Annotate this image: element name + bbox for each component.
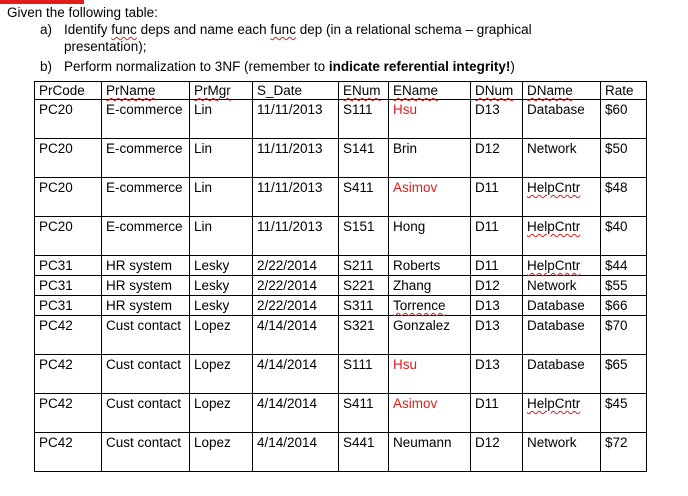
table-cell: Hsu [389, 355, 471, 394]
column-header: DName [523, 82, 601, 100]
intro-text: Given the following table: [7, 5, 158, 20]
task-b-part: Perform normalization to 3NF (remember to [64, 59, 329, 74]
table-cell: $48 [601, 178, 647, 217]
table-cell: $72 [601, 433, 647, 472]
data-table [34, 81, 647, 472]
table-cell: Lopez [190, 355, 253, 394]
table-cell: S211 [339, 256, 389, 276]
table-cell: D13 [471, 355, 523, 394]
table-cell: HR system [102, 256, 190, 276]
table-cell: D13 [471, 296, 523, 316]
table-cell: Roberts [389, 256, 471, 276]
table-row [35, 100, 647, 139]
table-cell: D11 [471, 394, 523, 433]
table-cell: D11 [471, 256, 523, 276]
table-row [35, 316, 647, 355]
table-cell: Gonzalez [389, 316, 471, 355]
table-cell: Database [523, 296, 601, 316]
table-cell: PC31 [35, 296, 102, 316]
table-cell: 4/14/2014 [253, 316, 339, 355]
table-row [35, 256, 647, 276]
task-a-part: Identify [64, 22, 112, 37]
table-cell: PC31 [35, 276, 102, 296]
table-cell: S411 [339, 178, 389, 217]
table-row [35, 296, 647, 316]
task-a-func-word: func [111, 22, 137, 37]
table-cell: Lopez [190, 394, 253, 433]
table-cell: Database [523, 355, 601, 394]
table-cell: Lin [190, 100, 253, 139]
table-cell: 11/11/2013 [253, 100, 339, 139]
table-cell: D12 [471, 139, 523, 178]
table-cell: 2/22/2014 [253, 276, 339, 296]
column-header: Rate [601, 82, 647, 100]
table-cell: Lesky [190, 276, 253, 296]
table-cell: D12 [471, 276, 523, 296]
table-cell: S111 [339, 100, 389, 139]
table-cell: Database [523, 316, 601, 355]
table-cell: S321 [339, 316, 389, 355]
table-cell: Network [523, 276, 601, 296]
table-cell: E-commerce [102, 139, 190, 178]
table-cell: $60 [601, 100, 647, 139]
table-cell: S141 [339, 139, 389, 178]
task-b-label: b) [40, 59, 53, 74]
table-cell: 11/11/2013 [253, 217, 339, 256]
column-header: PrCode [35, 82, 102, 100]
table-cell: Cust contact [102, 433, 190, 472]
table-cell: PC42 [35, 394, 102, 433]
table-row [35, 178, 647, 217]
table-cell: Hsu [389, 100, 471, 139]
table-cell: 11/11/2013 [253, 139, 339, 178]
table-cell: PC42 [35, 433, 102, 472]
table-cell: S311 [339, 296, 389, 316]
task-b-part: ) [510, 59, 515, 74]
table-cell: S111 [339, 355, 389, 394]
table-cell: PC42 [35, 355, 102, 394]
table-cell: Database [523, 100, 601, 139]
task-b-text [64, 58, 604, 75]
table-cell: S221 [339, 276, 389, 296]
table-cell: HR system [102, 296, 190, 316]
table-cell: $45 [601, 394, 647, 433]
table-cell: Lin [190, 217, 253, 256]
column-header: EName [389, 82, 471, 100]
table-row [35, 433, 647, 472]
table-cell: 2/22/2014 [253, 296, 339, 316]
task-a-part: dep (in a relational schema – graphical presentation); [64, 22, 532, 54]
table-cell: Hong [389, 217, 471, 256]
table-cell: PC20 [35, 139, 102, 178]
table-cell: 4/14/2014 [253, 355, 339, 394]
column-header: ENum [339, 82, 389, 100]
task-a-part: deps and name each [136, 22, 271, 37]
table-row [35, 276, 647, 296]
table-cell: Zhang [389, 276, 471, 296]
table-cell: Lesky [190, 296, 253, 316]
table-cell: PC20 [35, 217, 102, 256]
table-cell: HelpCntr [523, 217, 601, 256]
table-cell: S151 [339, 217, 389, 256]
table-cell: S441 [339, 433, 389, 472]
table-row [35, 217, 647, 256]
table-cell: PC42 [35, 316, 102, 355]
table-cell: 11/11/2013 [253, 178, 339, 217]
table-cell: D13 [471, 316, 523, 355]
table-cell: Asimov [389, 394, 471, 433]
table-row [35, 394, 647, 433]
table-cell: E-commerce [102, 178, 190, 217]
table-cell: D12 [471, 433, 523, 472]
table-cell: E-commerce [102, 217, 190, 256]
task-b-emphasis: indicate referential integrity! [328, 59, 511, 74]
task-a-func-word: func [270, 22, 296, 37]
table-cell: S411 [339, 394, 389, 433]
table-body [35, 100, 647, 472]
table-cell: D11 [471, 217, 523, 256]
table-cell: HelpCntr [523, 394, 601, 433]
table-cell: Torrence [389, 296, 471, 316]
table-cell: Network [523, 139, 601, 178]
table-cell: PC20 [35, 178, 102, 217]
column-header: S_Date [253, 82, 339, 100]
table-cell: $70 [601, 316, 647, 355]
task-a-text [64, 21, 604, 55]
table-cell: HelpCntr [523, 178, 601, 217]
table-cell: Cust contact [102, 316, 190, 355]
table-cell: Network [523, 433, 601, 472]
table-cell: $44 [601, 256, 647, 276]
table-cell: Lin [190, 178, 253, 217]
table-cell: D11 [471, 178, 523, 217]
table-cell: PC20 [35, 100, 102, 139]
table-row [35, 355, 647, 394]
table-cell: 4/14/2014 [253, 433, 339, 472]
table-cell: $65 [601, 355, 647, 394]
table-cell: 4/14/2014 [253, 394, 339, 433]
table-cell: HelpCntr [523, 256, 601, 276]
table-cell: E-commerce [102, 100, 190, 139]
table-cell: HR system [102, 276, 190, 296]
table-cell: PC31 [35, 256, 102, 276]
table-cell: Lopez [190, 316, 253, 355]
table-cell: $40 [601, 217, 647, 256]
column-header: PrName [102, 82, 190, 100]
table-cell: D13 [471, 100, 523, 139]
table-cell: Cust contact [102, 355, 190, 394]
table-cell: Lesky [190, 256, 253, 276]
table-cell: Lin [190, 139, 253, 178]
table-cell: Asimov [389, 178, 471, 217]
column-header: PrMgr [190, 82, 253, 100]
task-a-label: a) [40, 22, 53, 37]
table-cell: Brin [389, 139, 471, 178]
column-header: DNum [471, 82, 523, 100]
table-cell: $50 [601, 139, 647, 178]
table-cell: Lopez [190, 433, 253, 472]
table-cell: Cust contact [102, 394, 190, 433]
table-header-row [35, 82, 647, 100]
table-row [35, 139, 647, 178]
table-cell: $55 [601, 276, 647, 296]
table-cell: Neumann [389, 433, 471, 472]
table-cell: $66 [601, 296, 647, 316]
table-cell: 2/22/2014 [253, 256, 339, 276]
